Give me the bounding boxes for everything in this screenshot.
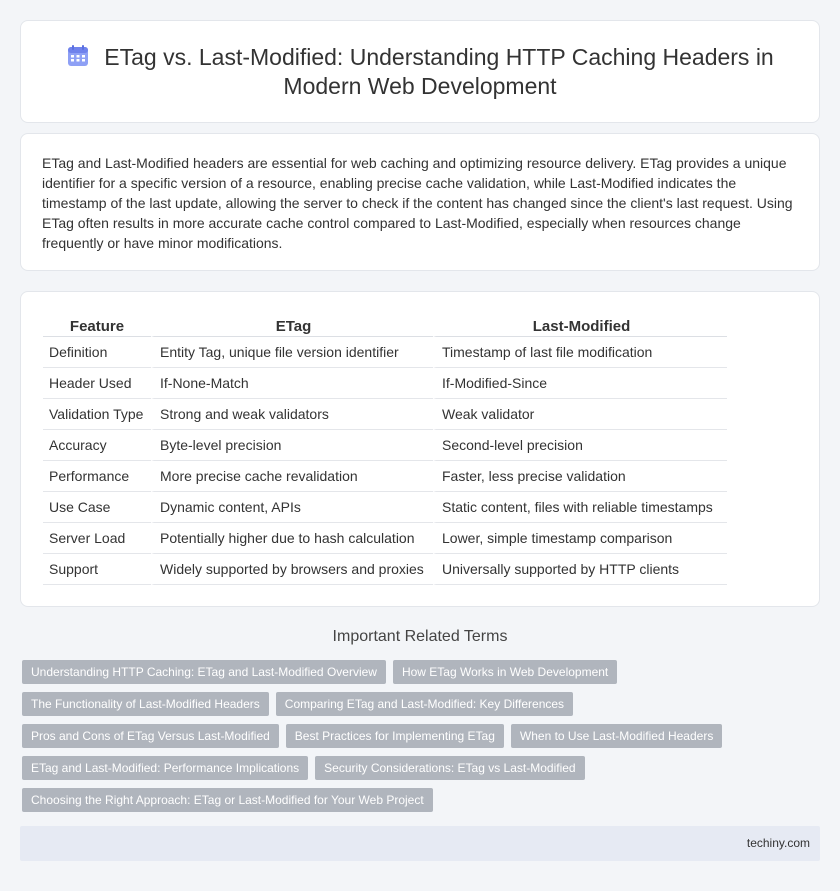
related-term-link[interactable]: Pros and Cons of ETag Versus Last-Modified bbox=[22, 724, 279, 748]
related-term-link[interactable]: Understanding HTTP Caching: ETag and Last-Modified Overview bbox=[22, 660, 386, 684]
related-term-link[interactable]: Best Practices for Implementing ETag bbox=[286, 724, 504, 748]
table-header-row bbox=[43, 314, 727, 337]
related-terms-heading: Important Related Terms bbox=[332, 628, 508, 645]
related-term-link[interactable]: How ETag Works in Web Development bbox=[393, 660, 617, 684]
related-term-link[interactable]: Security Considerations: ETag vs Last-Modified bbox=[315, 756, 584, 780]
table-row bbox=[43, 554, 727, 585]
last-modified-cell: Lower, simple timestamp comparison bbox=[433, 523, 727, 554]
last-modified-cell: Static content, files with reliable timestamps bbox=[433, 492, 727, 523]
related-term-link[interactable]: Comparing ETag and Last-Modified: Key Differences bbox=[276, 692, 573, 716]
intro-paragraph: ETag and Last-Modified headers are essential for web caching and optimizing resource delivery. ETag provides a unique identifier for a specific version of a resource, enabling precise cache validation, while Last-Modified indicates the timestamp of the last update, allowing the server to check if the content has changed since the client's last request. Using ETag often results in more accurate cache control compared to Last-Modified, especially when resources change frequently or have minor modifications. bbox=[42, 155, 793, 251]
etag-cell: Potentially higher due to hash calculation bbox=[151, 523, 433, 554]
etag-cell: Widely supported by browsers and proxies bbox=[151, 554, 433, 585]
feature-cell: Use Case bbox=[43, 492, 151, 523]
etag-cell: Entity Tag, unique file version identifier bbox=[151, 337, 433, 368]
feature-cell: Support bbox=[43, 554, 151, 585]
etag-cell: If-None-Match bbox=[151, 368, 433, 399]
column-header-last-modified: Last-Modified bbox=[433, 314, 727, 337]
feature-cell: Validation Type bbox=[43, 399, 151, 430]
etag-cell: Dynamic content, APIs bbox=[151, 492, 433, 523]
table-row bbox=[43, 368, 727, 399]
related-term-link[interactable]: The Functionality of Last-Modified Headers bbox=[22, 692, 269, 716]
feature-cell: Performance bbox=[43, 461, 151, 492]
comparison-table-card bbox=[20, 291, 820, 607]
last-modified-cell: If-Modified-Since bbox=[433, 368, 727, 399]
related-term-link[interactable]: When to Use Last-Modified Headers bbox=[511, 724, 722, 748]
feature-cell: Header Used bbox=[43, 368, 151, 399]
footer-site-name[interactable]: techiny.com bbox=[746, 836, 810, 850]
feature-cell: Definition bbox=[43, 337, 151, 368]
table-row bbox=[43, 523, 727, 554]
last-modified-cell: Faster, less precise validation bbox=[433, 461, 727, 492]
table-row bbox=[43, 492, 727, 523]
table-row bbox=[43, 399, 727, 430]
last-modified-cell: Universally supported by HTTP clients bbox=[433, 554, 727, 585]
last-modified-cell: Timestamp of last file modification bbox=[433, 337, 727, 368]
etag-cell: Byte-level precision bbox=[151, 430, 433, 461]
related-term-link[interactable]: Choosing the Right Approach: ETag or Last-Modified for Your Web Project bbox=[22, 788, 433, 812]
table-row bbox=[43, 430, 727, 461]
etag-cell: More precise cache revalidation bbox=[151, 461, 433, 492]
related-terms-list bbox=[22, 660, 822, 812]
table-row bbox=[43, 337, 727, 368]
last-modified-cell: Second-level precision bbox=[433, 430, 727, 461]
column-header-feature: Feature bbox=[43, 314, 151, 337]
header-card bbox=[20, 20, 820, 123]
feature-cell: Server Load bbox=[43, 523, 151, 554]
comparison-table bbox=[43, 314, 727, 585]
calendar-icon bbox=[66, 44, 90, 68]
page-title: ETag vs. Last-Modified: Understanding HTTP Caching Headers in Modern Web Development bbox=[104, 44, 774, 99]
last-modified-cell: Weak validator bbox=[433, 399, 727, 430]
footer-bar bbox=[20, 826, 820, 861]
feature-cell: Accuracy bbox=[43, 430, 151, 461]
related-term-link[interactable]: ETag and Last-Modified: Performance Implications bbox=[22, 756, 308, 780]
intro-card bbox=[20, 133, 820, 271]
page-title-wrap bbox=[51, 43, 789, 101]
table-row bbox=[43, 461, 727, 492]
column-header-etag: ETag bbox=[151, 314, 433, 337]
etag-cell: Strong and weak validators bbox=[151, 399, 433, 430]
